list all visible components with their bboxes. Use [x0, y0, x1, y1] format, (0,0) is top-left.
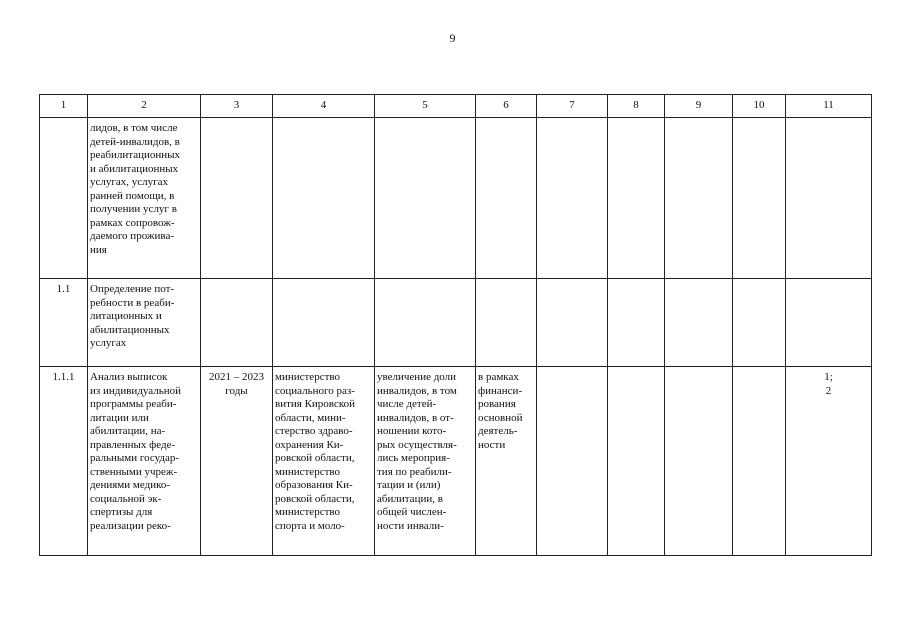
cell-line: ношении кото-	[377, 425, 447, 437]
cell-line: спорта и моло-	[275, 519, 345, 532]
cell-line: правленных феде-	[90, 438, 176, 451]
table-cell	[476, 118, 537, 279]
cell-line: образования Ки-	[275, 479, 353, 491]
table-cell	[608, 367, 665, 556]
header-cell: 6	[476, 95, 537, 118]
description-cell	[88, 118, 201, 279]
table-row	[40, 367, 872, 556]
cell-line: ственными учреж-	[90, 465, 178, 478]
header-cell: 5	[375, 95, 476, 118]
table-cell	[273, 118, 375, 279]
header-cell: 2	[88, 95, 201, 118]
cell-line: числе детей-	[377, 398, 437, 410]
cell-line: министерство	[275, 465, 341, 478]
description-cell	[88, 367, 201, 556]
cell-line: охранения Ки-	[275, 438, 344, 451]
cell-line: абилитационных	[90, 323, 170, 336]
table-cell	[201, 118, 273, 279]
indicator-cell	[786, 367, 872, 556]
plan-table	[39, 94, 872, 556]
cell-line: реализации реко-	[90, 519, 171, 532]
cell-line: услугах	[90, 337, 127, 349]
cell-line: рых осуществля-	[377, 438, 457, 451]
header-cell: 4	[273, 95, 375, 118]
cell-line: тия по реабили-	[377, 465, 452, 478]
table-row	[40, 118, 872, 279]
table-row	[40, 279, 872, 367]
result-cell	[375, 367, 476, 556]
table-cell	[375, 279, 476, 367]
cell-line: литации или	[90, 411, 149, 424]
cell-line: 2	[825, 384, 832, 397]
cell-line: лись мероприя-	[377, 452, 450, 464]
cell-line: ранней помощи, в	[90, 189, 175, 202]
cell-line: увеличение доли	[377, 371, 457, 383]
cell-line: даемого прожива-	[90, 230, 175, 242]
cell-line: ровской области,	[275, 492, 355, 505]
cell-line: социальной эк-	[90, 492, 162, 505]
table-cell	[201, 279, 273, 367]
cell-line: министерство	[275, 371, 341, 383]
cell-line: лидов, в том числе	[90, 122, 178, 134]
table-cell	[608, 118, 665, 279]
cell-line: области, мини-	[275, 411, 346, 424]
cell-line: финанси-	[478, 384, 523, 397]
cell-line: социального раз-	[275, 384, 355, 397]
cell-line: ния	[90, 243, 107, 256]
header-cell: 11	[786, 95, 872, 118]
cell-line: детей-инвалидов, в	[90, 135, 180, 148]
table-cell	[733, 279, 786, 367]
cell-line: получении услуг в	[90, 203, 177, 215]
cell-line: рамках сопровож-	[90, 216, 175, 229]
cell-line: Анализ выписок	[90, 371, 168, 383]
cell-line: ности	[478, 438, 506, 451]
cell-line: инвалидов, в от-	[377, 411, 454, 424]
page-number: 9	[449, 31, 456, 45]
cell-line: ребности в реаби-	[90, 296, 175, 309]
table-cell	[273, 279, 375, 367]
cell-line: общей числен-	[377, 506, 447, 518]
cell-line: 2021 – 2023	[209, 371, 264, 383]
cell-line: литационных и	[90, 310, 162, 322]
table-cell	[786, 118, 872, 279]
cell-line: реабилитационных	[90, 149, 181, 161]
cell-line: стерство здраво-	[275, 425, 353, 437]
table-cell	[40, 118, 88, 279]
cell-line: из индивидуальной	[90, 384, 182, 397]
cell-line: ности инвали-	[377, 519, 444, 532]
cell-line: 1;	[824, 371, 833, 383]
period-cell	[201, 367, 273, 556]
cell-line: тации и (или)	[377, 479, 441, 491]
executor-cell	[273, 367, 375, 556]
cell-line: дениями медико-	[90, 479, 171, 491]
cell-line: инвалидов, в том	[377, 384, 457, 397]
header-cell: 3	[201, 95, 273, 118]
cell-line: основной	[478, 411, 523, 424]
table-cell	[665, 118, 733, 279]
header-cell: 9	[665, 95, 733, 118]
header-cell: 8	[608, 95, 665, 118]
table-cell	[537, 118, 608, 279]
table-cell	[476, 279, 537, 367]
cell-line: абилитации, в	[377, 492, 443, 505]
cell-line: спертизы для	[90, 506, 153, 518]
table-cell	[786, 279, 872, 367]
cell-line: в рамках	[478, 371, 519, 383]
cell-line: абилитации, на-	[90, 425, 166, 437]
funding-cell	[476, 367, 537, 556]
table-cell	[608, 279, 665, 367]
row-number: 1.1	[40, 279, 88, 367]
cell-line: рования	[478, 398, 516, 410]
header-cell: 1	[40, 95, 88, 118]
cell-line: Определение пот-	[90, 283, 175, 295]
cell-line: ральными государ-	[90, 452, 180, 464]
cell-line: программы реаби-	[90, 398, 177, 410]
header-cell: 7	[537, 95, 608, 118]
cell-line: ровской области,	[275, 452, 355, 464]
cell-line: деятель-	[478, 425, 518, 437]
table-cell	[733, 118, 786, 279]
table-cell	[537, 367, 608, 556]
table-cell	[733, 367, 786, 556]
cell-line: годы	[225, 384, 248, 397]
cell-line: услугах, услугах	[90, 176, 169, 188]
table-cell	[665, 279, 733, 367]
table-cell	[665, 367, 733, 556]
table-cell	[375, 118, 476, 279]
description-cell	[88, 279, 201, 367]
table-cell	[537, 279, 608, 367]
cell-line: и абилитационных	[90, 162, 179, 175]
row-number: 1.1.1	[40, 367, 88, 556]
cell-line: вития Кировской	[275, 398, 355, 410]
header-row	[40, 95, 872, 118]
cell-line: министерство	[275, 506, 341, 518]
header-cell: 10	[733, 95, 786, 118]
